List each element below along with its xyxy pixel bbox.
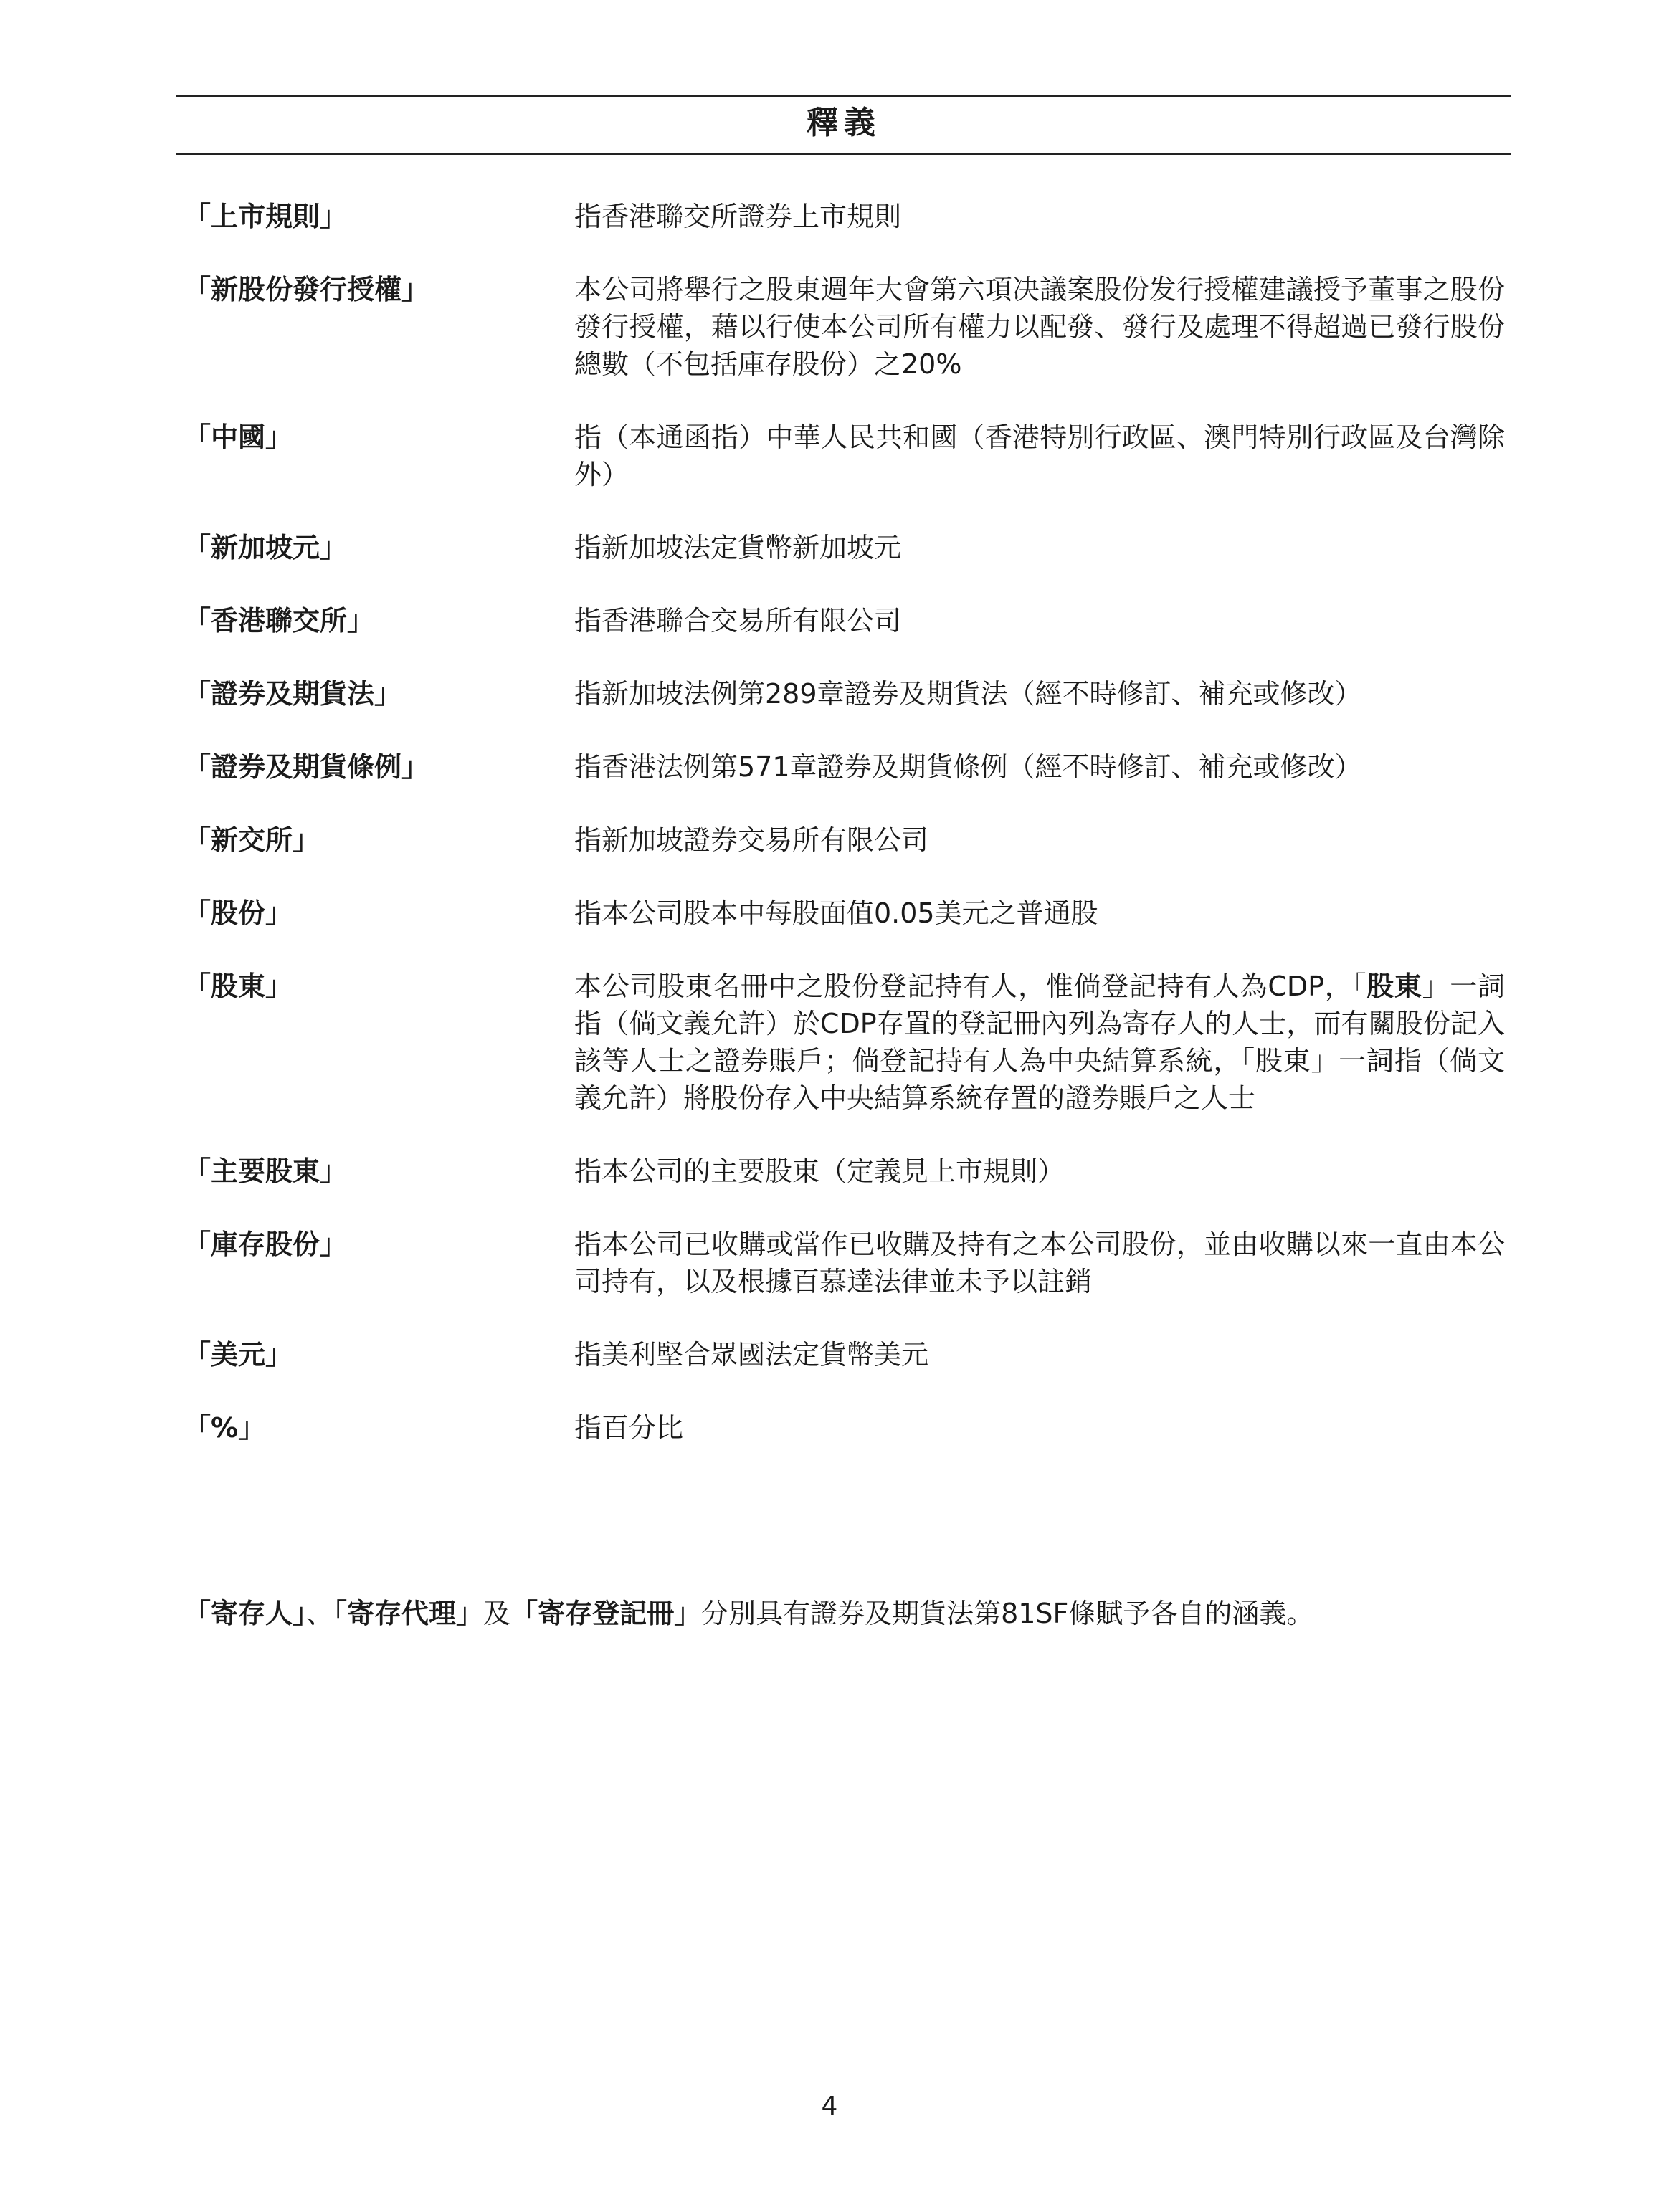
definition-meaning: 指香港法例第571章證券及期貨條例（經不時修訂、補充或修改） <box>574 751 1362 783</box>
definition-row <box>184 1226 1511 1300</box>
note-term: 「寄存代理」 <box>333 1598 484 1629</box>
definition-term: 「庫存股份」 <box>184 1229 348 1260</box>
definition-meaning <box>574 968 1505 1117</box>
definition-row <box>184 419 1511 493</box>
note-text: 分別具有證券及期貨法第81SF條賦予各自的涵義。 <box>701 1598 1314 1629</box>
definition-term: 「證券及期貨條例」 <box>184 751 429 783</box>
definition-row <box>184 602 1511 639</box>
definition-meaning: 指（本通函指）中華人民共和國（香港特別行政區、澳門特別行政區及台灣除外） <box>574 421 1505 490</box>
definition-meaning: 指新加坡法定貨幣新加坡元 <box>574 532 902 563</box>
note-separator: 及 <box>483 1598 511 1629</box>
definition-row <box>184 271 1511 383</box>
definition-term: 「新股份發行授權」 <box>184 274 429 305</box>
note-term: 「寄存登記冊」 <box>510 1598 702 1629</box>
definition-term: 「香港聯交所」 <box>184 605 375 637</box>
definition-term: 「新加坡元」 <box>184 532 348 563</box>
definition-meaning: 指本公司已收購或當作已收購及持有之本公司股份，並由收購以來一直由本公司持有，以及根據百慕達法律並未予以註銷 <box>574 1229 1505 1297</box>
meaning-text: 」一詞指（倘文義允許）於CDP存置的登記冊內列為寄存人的人士，而有關股份記入該等人士之證券賬戶；倘登記持有人為中央結算系統，「股東」一詞指（倘文義允許）將股份存入中央結算系統存置的證券賬戶之人士 <box>574 971 1505 1114</box>
definition-row <box>184 529 1511 566</box>
definition-meaning: 本公司將舉行之股東週年大會第六項决議案股份发行授權建議授予董事之股份發行授權，藉以行使本公司所有權力以配發、發行及處理不得超過已發行股份總數（不包括庫存股份）之20% <box>574 274 1505 380</box>
page-number: 4 <box>821 2092 838 2121</box>
note-separator: 、 <box>306 1598 334 1629</box>
definition-term: 「上市規則」 <box>184 201 348 232</box>
definition-term: 「新交所」 <box>184 824 320 856</box>
definition-row <box>184 821 1511 859</box>
definition-term: 「中國」 <box>184 421 293 453</box>
definition-row <box>184 198 1511 235</box>
definition-meaning: 指新加坡證券交易所有限公司 <box>574 824 929 856</box>
definition-row <box>184 675 1511 712</box>
definitions-list <box>184 198 1511 1482</box>
definition-row <box>184 1409 1511 1446</box>
definition-term: 「股東」 <box>184 971 293 1002</box>
definition-term: 「主要股東」 <box>184 1155 348 1187</box>
definition-meaning: 指香港聯交所證券上市規則 <box>574 201 902 232</box>
meaning-text: 本公司股東名冊中之股份登記持有人，惟倘登記持有人為CDP，「 <box>574 971 1367 1002</box>
definition-meaning: 指本公司的主要股東（定義見上市規則） <box>574 1155 1065 1187</box>
definition-row <box>184 1336 1511 1373</box>
definition-term: 「股份」 <box>184 897 293 929</box>
footnote-paragraph <box>184 1595 1511 1632</box>
definition-meaning: 指美利堅合眾國法定貨幣美元 <box>574 1339 929 1370</box>
header-rule-bottom <box>176 153 1511 155</box>
note-term: 「寄存人」 <box>184 1598 307 1629</box>
definition-row <box>184 1153 1511 1190</box>
page-title: 釋義 <box>807 105 881 141</box>
definition-meaning: 指新加坡法例第289章證券及期貨法（經不時修訂、補充或修改） <box>574 678 1362 710</box>
definition-row <box>184 748 1511 786</box>
meaning-bold-term: 股東 <box>1366 971 1422 1002</box>
definition-meaning: 指香港聯合交易所有限公司 <box>574 605 902 637</box>
definition-term: 「美元」 <box>184 1339 293 1370</box>
definition-row <box>184 895 1511 932</box>
header-rule-top <box>176 95 1511 97</box>
definition-row <box>184 968 1511 1117</box>
definition-term: 「%」 <box>184 1412 266 1444</box>
definition-meaning: 指百分比 <box>574 1412 684 1444</box>
definition-term: 「證券及期貨法」 <box>184 678 402 710</box>
definition-meaning: 指本公司股本中每股面值0.05美元之普通股 <box>574 897 1098 929</box>
